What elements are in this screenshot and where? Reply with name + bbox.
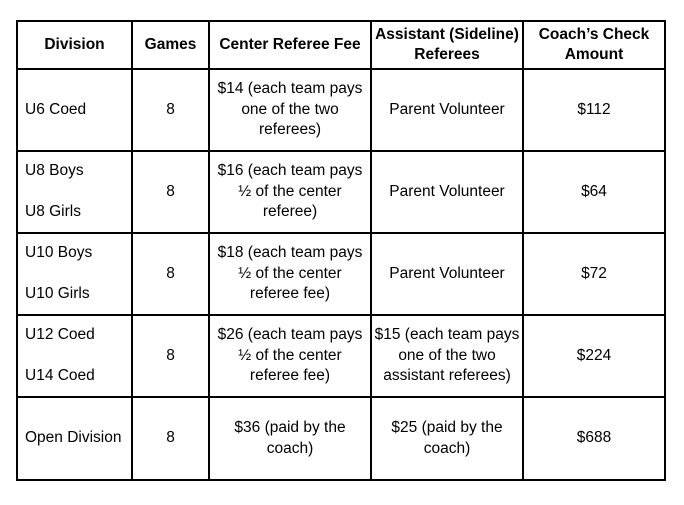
referee-fee-table	[16, 20, 666, 481]
header-check-line: Amount	[564, 46, 624, 63]
division-name: U12 Coed	[25, 326, 95, 344]
assistant-fee-line: one of the two	[398, 346, 496, 364]
table-row	[17, 151, 665, 233]
check-amount-cell: $64	[523, 151, 665, 233]
center-fee-line: referee)	[262, 203, 318, 221]
assistant-fee-cell	[371, 151, 523, 233]
center-fee-line: referee fee)	[249, 285, 331, 303]
center-fee-line: ½ of the center	[238, 346, 342, 364]
assistant-fee-cell	[371, 233, 523, 315]
header-check-line: Coach’s Check	[538, 25, 650, 43]
header-assistant-line: Referees	[414, 46, 480, 63]
center-fee-line: $26 (each team pays	[217, 326, 363, 344]
assistant-fee-line: Parent Volunteer	[389, 182, 505, 200]
center-fee-cell	[209, 397, 371, 480]
center-fee-line: ½ of the center	[238, 182, 342, 200]
check-amount-cell: $72	[523, 233, 665, 315]
games-cell: 8	[132, 69, 209, 151]
assistant-fee-cell	[371, 397, 523, 480]
assistant-fee-line: Parent Volunteer	[389, 100, 505, 118]
header-center-referee-fee: Center Referee Fee	[209, 21, 371, 69]
assistant-fee-line: $15 (each team pays	[374, 326, 520, 344]
games-cell: 8	[132, 315, 209, 397]
assistant-fee-line: assistant referees)	[383, 367, 511, 385]
division-name: U8 Boys	[25, 162, 84, 180]
header-assistant-line: Assistant (Sideline)	[375, 25, 519, 43]
center-fee-line: one of the two	[241, 100, 339, 118]
center-fee-line: $14 (each team pays	[217, 80, 363, 98]
header-games: Games	[132, 21, 209, 69]
division-cell	[17, 315, 132, 397]
center-fee-line: referees)	[258, 121, 322, 139]
division-cell	[17, 233, 132, 315]
center-fee-cell	[209, 233, 371, 315]
games-cell: 8	[132, 151, 209, 233]
header-assistant-referees	[371, 21, 523, 69]
center-fee-line: coach)	[266, 439, 314, 457]
center-fee-line: ½ of the center	[238, 264, 342, 282]
assistant-fee-line: coach)	[423, 439, 471, 457]
division-cell	[17, 151, 132, 233]
center-fee-line: $18 (each team pays	[217, 244, 363, 262]
table-row	[17, 69, 665, 151]
assistant-fee-cell	[371, 315, 523, 397]
check-amount-cell: $224	[523, 315, 665, 397]
center-fee-cell	[209, 69, 371, 151]
assistant-fee-cell	[371, 69, 523, 151]
center-fee-cell	[209, 151, 371, 233]
division-name: U14 Coed	[25, 367, 95, 385]
center-fee-line: $16 (each team pays	[217, 162, 363, 180]
division-cell	[17, 397, 132, 480]
division-name: U8 Girls	[25, 203, 81, 221]
header-coach-check-amount	[523, 21, 665, 69]
games-cell: 8	[132, 397, 209, 480]
assistant-fee-line: $25 (paid by the	[391, 419, 503, 436]
games-cell: 8	[132, 233, 209, 315]
table-row	[17, 315, 665, 397]
check-amount-cell: $688	[523, 397, 665, 480]
check-amount-cell: $112	[523, 69, 665, 151]
header-row	[17, 21, 665, 69]
center-fee-line: $36 (paid by the	[234, 419, 346, 436]
header-division: Division	[17, 21, 132, 69]
center-fee-cell	[209, 315, 371, 397]
table-row	[17, 397, 665, 480]
division-name: U6 Coed	[25, 100, 87, 118]
division-name: U10 Girls	[25, 285, 90, 303]
division-cell	[17, 69, 132, 151]
table-row	[17, 233, 665, 315]
assistant-fee-line: Parent Volunteer	[389, 264, 505, 282]
center-fee-line: referee fee)	[249, 367, 331, 385]
division-name: Open Division	[25, 429, 122, 447]
division-name: U10 Boys	[25, 244, 93, 262]
